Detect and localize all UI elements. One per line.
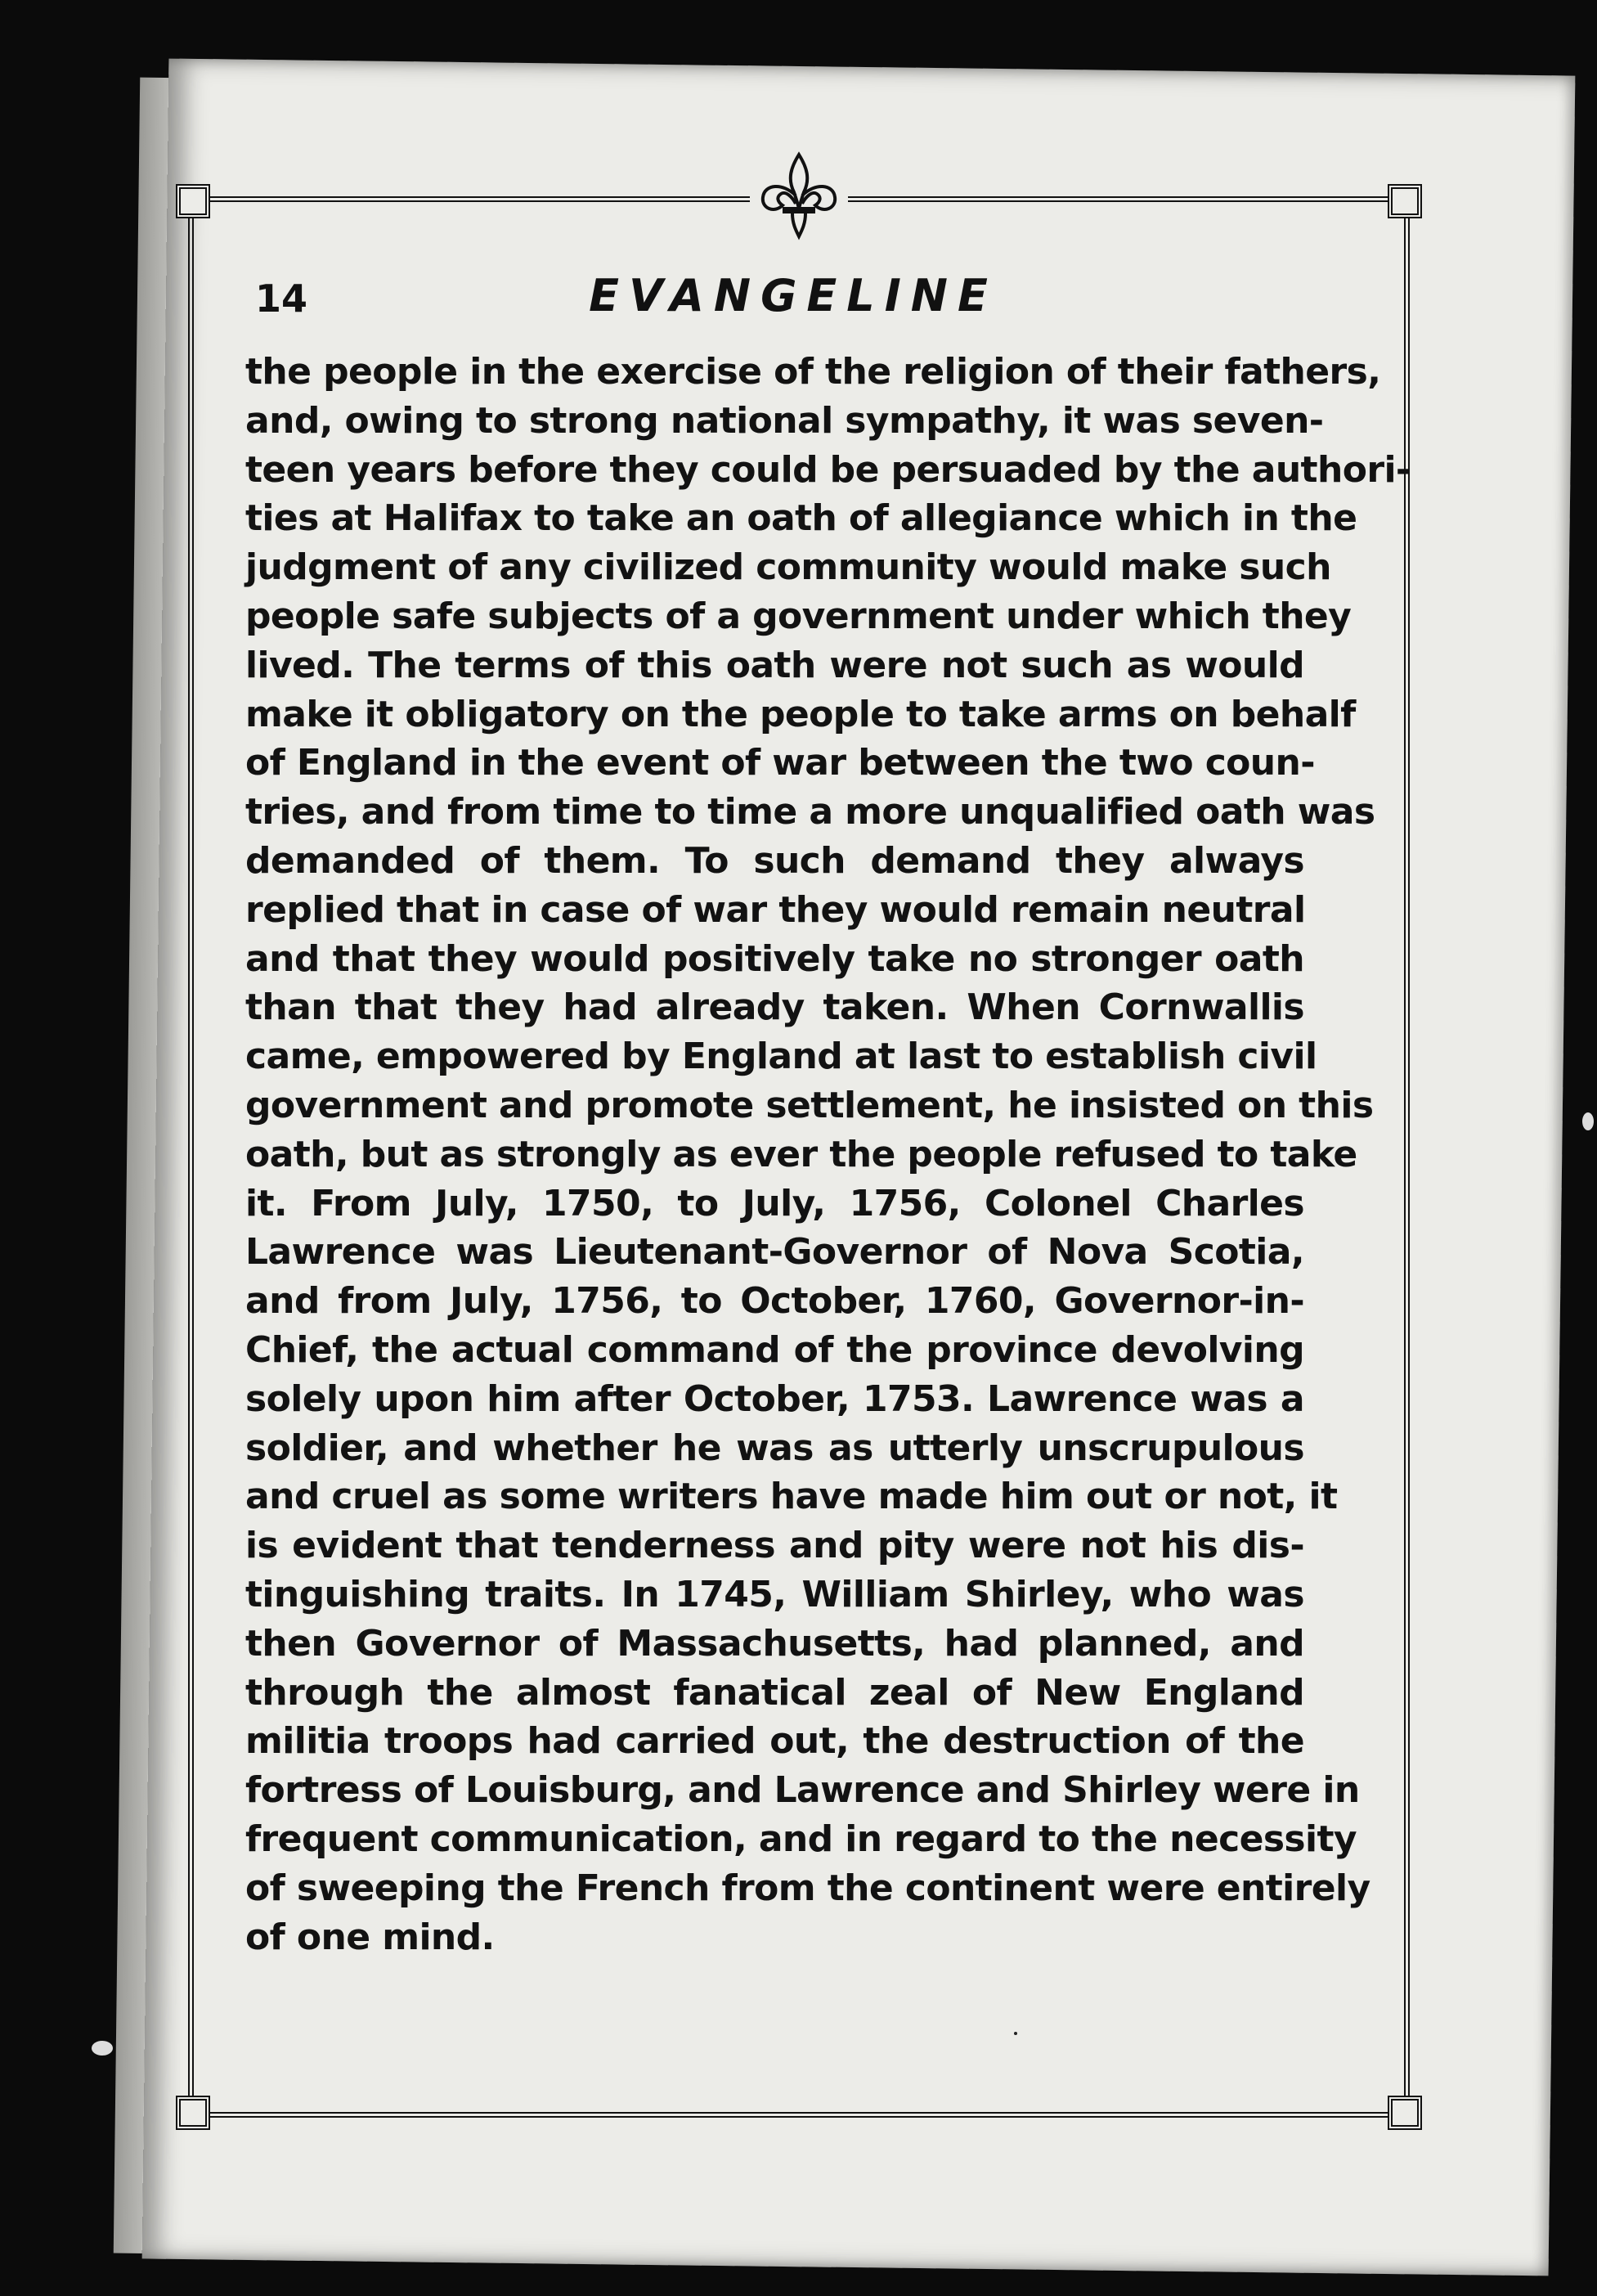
scan-speck — [1014, 2032, 1017, 2035]
text-line: soldier, and whether he was as utterly unscrupulous — [245, 1427, 1304, 1469]
text-line: frequent communication, and in regard to the necessity — [245, 1817, 1357, 1860]
text-line: Chief, the actual command of the province devolving — [245, 1328, 1304, 1371]
body-text — [245, 348, 1411, 1961]
text-line: is evident that tenderness and pity were not his dis- — [245, 1525, 1304, 1567]
border-corner-bottom-right — [1388, 2096, 1422, 2130]
page-header — [245, 270, 1341, 335]
text-line: militia troops had carried out, the destruction of the — [245, 1720, 1304, 1763]
text-line: and, owing to strong national sympathy, it was seven- — [245, 399, 1324, 442]
text-line: make it obligatory on the people to take arms on behalf — [245, 693, 1356, 735]
text-line: and cruel as some writers have made him out or not, it — [245, 1476, 1338, 1518]
text-line: judgment of any civilized community would make such — [245, 546, 1331, 589]
text-line: solely upon him after October, 1753. Lawrence was a — [245, 1377, 1304, 1420]
text-line: demanded of them. To such demand they always — [245, 839, 1304, 882]
text-line: of sweeping the French from the continent were entirely — [245, 1867, 1370, 1909]
scan-speck — [92, 2041, 113, 2056]
text-line: and from July, 1756, to October, 1760, Governor-in- — [245, 1280, 1304, 1323]
text-line: of one mind. — [245, 1916, 495, 1958]
text-line: came, empowered by England at last to establish civil — [245, 1036, 1317, 1078]
text-line: Lawrence was Lieutenant-Governor of Nova Scotia, — [245, 1231, 1304, 1274]
text-line: replied that in case of war they would remain neutral — [245, 888, 1306, 931]
running-head: EVANGELINE — [589, 270, 998, 321]
page-number: 14 — [255, 276, 308, 321]
border-corner-top-right — [1388, 184, 1422, 218]
border-corner-bottom-left — [176, 2096, 210, 2130]
text-line: of England in the event of war between the two coun- — [245, 742, 1315, 784]
text-line: teen years before they could be persuaded by the authori- — [245, 448, 1411, 491]
text-line: than that they had already taken. When Cornwallis — [245, 986, 1304, 1029]
text-line: tinguishing traits. In 1745, William Shirley, who was — [245, 1573, 1304, 1615]
scan-speck — [1582, 1112, 1594, 1130]
text-line: oath, but as strongly as ever the people refused to take — [245, 1133, 1357, 1175]
text-line: ties at Halifax to take an oath of allegiance which in the — [245, 497, 1357, 540]
text-line: lived. The terms of this oath were not such as would — [245, 644, 1304, 686]
text-line: through the almost fanatical zeal of New England — [245, 1671, 1304, 1714]
text-line: and that they would positively take no stronger oath — [245, 937, 1304, 980]
text-line: people safe subjects of a government under which they — [245, 595, 1352, 637]
border-corner-top-left — [176, 184, 210, 218]
text-line: government and promote settlement, he insisted on this — [245, 1084, 1374, 1126]
text-line: the people in the exercise of the religion of their fathers, — [245, 351, 1381, 393]
text-line: tries, and from time to time a more unqualified oath was — [245, 791, 1375, 833]
fleur-de-lis-icon — [750, 151, 848, 241]
text-line: then Governor of Massachusetts, had planned, and — [245, 1622, 1304, 1665]
text-line: fortress of Louisburg, and Lawrence and Shirley were in — [245, 1769, 1360, 1812]
text-line: it. From July, 1750, to July, 1756, Colonel Charles — [245, 1182, 1304, 1224]
